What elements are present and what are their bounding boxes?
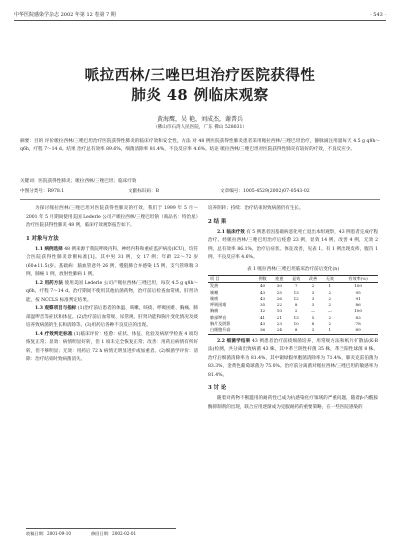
revised-date: 修回日期：2002-02-01 bbox=[91, 531, 137, 536]
text-2-2: 43 例患者治疗前痰细菌培养，用常规方法和纸片扩散法(K-B 法)检测，共分离出致病菌 43 株，其中革兰阴性杆菌 35 株，革兰阳性球菌 8 株。治疗后细菌清除率为 81.4%，其中铜绿假单胞菌清除率为 71.4%，肺炎克雷伯菌为 83.3%，金黄色葡萄球菌为 75.0%。治疗前分离菌对哌拉西林/三唑巴坦的敏感率为 81.4%。 bbox=[208, 338, 379, 378]
title-line-2: 肺炎 48 例临床观察 bbox=[131, 87, 269, 104]
page-number: · 543 · bbox=[370, 12, 386, 18]
footnote bbox=[26, 528, 176, 538]
table-header-row bbox=[208, 276, 378, 283]
table-cell: 100 bbox=[354, 308, 363, 314]
table-row bbox=[208, 283, 378, 290]
table-cell: 89 bbox=[355, 327, 361, 333]
table-cell: 7 bbox=[294, 283, 298, 289]
table-cell: 胸痛 bbox=[210, 308, 219, 314]
table-header-cell: 改善 bbox=[305, 276, 322, 283]
subheading-2-2: 2.2 细菌学结果 bbox=[217, 338, 251, 344]
paragraph-1-3 bbox=[26, 305, 198, 331]
table-cell: 咳嗽 bbox=[210, 289, 219, 295]
discussion-paragraph: 随着对药物不断滥用的耐药性已成为抗感染化疗领域的严重问题，随着β-内酰胺酶抑制剂的出现，联合应用逐渐成为克服耐药的重要策略，在一些医院感染的 bbox=[208, 396, 378, 410]
table-cell: 43 bbox=[259, 289, 266, 295]
table-cell: 3 bbox=[311, 327, 315, 333]
table-cell: 36 bbox=[259, 327, 266, 333]
table-cell: 2 bbox=[328, 314, 332, 320]
paragraph-2-1 bbox=[208, 229, 378, 263]
text-1-4: (1)临床评价：痊愈：症状、体征、化验及病原学检查 4 项均恢复正常；显效：病情明显好转，但 1 项未完全恢复正常；改善：用药后病情有所好转，但不够明显；无效：用药后 72 h 病情无明显进步或加重者。(2)细菌学评价：清除：治疗结束时致病菌消失。 bbox=[26, 331, 198, 362]
table-cell: 呼吸困难 bbox=[210, 302, 227, 308]
section-heading-results: 2 结 果 bbox=[208, 218, 227, 225]
table-cell: 发热 bbox=[210, 283, 219, 289]
section-heading-discussion: 3 讨 论 bbox=[208, 385, 227, 392]
received-date: 收稿日期：2001-09-10 bbox=[26, 531, 72, 536]
table-cell: 3 bbox=[311, 302, 315, 308]
table-cell: 83 bbox=[355, 314, 361, 320]
table-cell: 5 bbox=[311, 314, 315, 320]
table-header-cell: 无效 bbox=[321, 276, 338, 283]
table-title: 表 1 哌拉西林/三唑巴坦临床治疗前后变化(n) bbox=[246, 266, 340, 272]
table-header-cell: 例数 bbox=[254, 276, 271, 283]
paragraph-1-1 bbox=[26, 246, 198, 280]
table-cell: 40 bbox=[259, 283, 266, 289]
table-cell: 91 bbox=[355, 295, 361, 301]
running-header bbox=[14, 10, 386, 21]
table-body bbox=[208, 283, 378, 334]
table-cell: 26 bbox=[276, 295, 282, 301]
table-cell: 肺部啰音 bbox=[210, 314, 227, 320]
continued-paragraph: 培养阴转；持续：治疗结束时致病菌仍有生长。 bbox=[208, 206, 304, 211]
table-cell: 咳痰 bbox=[210, 295, 219, 301]
table-cell: 8 bbox=[294, 327, 298, 333]
left-column bbox=[26, 205, 198, 365]
table-cell: 12 bbox=[259, 308, 266, 314]
table-cell: 8 bbox=[311, 321, 315, 327]
subheading-1-4: 1.4 疗效判定标准 bbox=[35, 331, 73, 337]
table-cell: 43 bbox=[259, 321, 266, 327]
table-cell: 30 bbox=[276, 283, 282, 289]
table-cell: 3 bbox=[311, 295, 315, 301]
paragraph-1-2 bbox=[26, 280, 198, 306]
table-cell: 8 bbox=[294, 302, 298, 308]
text-2-1: 有 5 例患者因基础病恶化死亡退出本组观察，43 例患者完成疗程治疗。经哌拉西林/三唑巴坦治疗后痊愈 23 例，显效 14 例，改善 4 例，无效 2 例，总有效率 86.1%，治疗后症状、体征改善，见表 1。有 1 例出现皮疹，腹泻 1 例，不良反应率 4.6%。 bbox=[208, 229, 378, 260]
article-id: 文章编号：1005-4529(2002)07-0543-02 bbox=[220, 189, 310, 194]
table-cell: 78 bbox=[355, 321, 361, 327]
title-line-1: 哌拉西林/三唑巴坦治疗医院获得性 bbox=[84, 67, 316, 84]
right-column bbox=[208, 205, 378, 412]
table-cell: 10 bbox=[276, 308, 282, 314]
table-cell: 2 bbox=[328, 321, 332, 327]
table-header-cell: 显效 bbox=[288, 276, 305, 283]
table-cell: 35 bbox=[259, 302, 266, 308]
table-cell: — bbox=[310, 308, 316, 314]
table-cell: 白细胞升高 bbox=[210, 327, 231, 333]
keywords: 关键词：医院获得性肺炎；哌拉西林/三唑巴坦；临床疗效 bbox=[20, 179, 137, 184]
table-header-cell: 痊愈 bbox=[271, 276, 288, 283]
subheading-1-1: 1.1 病例选择 bbox=[35, 246, 63, 252]
table-cell: 25 bbox=[276, 289, 282, 295]
text-1-3: (1)治疗前后患者的体温、咳嗽、咳痰、呼吸困难、胸痛、肺部湿啰音等症状和体征。(2)治疗前后血常规、尿常规、肝肾功能和胸片变化情况及痰培养致病菌的生长和清除等。(3)用药后各种不良反应的出现。 bbox=[26, 306, 198, 328]
table-cell: — bbox=[327, 308, 332, 314]
journal-name: 中华医院感染学杂志 2002 年第 12 卷第 7 期 bbox=[14, 12, 116, 18]
article-title bbox=[0, 66, 400, 106]
subheading-2-1: 2.1 临床疗效 bbox=[217, 229, 245, 235]
table-cell: 41 bbox=[259, 314, 266, 320]
table-cell: 2 bbox=[328, 295, 332, 301]
clc-number: 中图分类号：R978.1 bbox=[20, 189, 65, 194]
author-list: 黄海鹰，吴 艳，刘成杰，谢普兵 bbox=[157, 116, 243, 123]
table-cell: 13 bbox=[293, 314, 299, 320]
section-heading-methods: 1 对象与方法 bbox=[26, 235, 59, 242]
subheading-1-2: 1.2 用药方法 bbox=[35, 280, 64, 286]
table-cell: 2 bbox=[294, 308, 298, 314]
table-cell: 胸片及阴影 bbox=[210, 321, 231, 327]
table-cell: 21 bbox=[276, 314, 282, 320]
table-cell: 2 bbox=[311, 283, 315, 289]
table-cell: 24 bbox=[276, 327, 282, 333]
paragraph-1-4 bbox=[26, 331, 198, 365]
table-cell: 100 bbox=[354, 283, 363, 289]
table-cell: 1 bbox=[328, 327, 332, 333]
table-header-cell: 项 目 bbox=[208, 276, 254, 283]
table-cell: 12 bbox=[293, 295, 299, 301]
table-cell: 10 bbox=[293, 321, 299, 327]
intro-paragraph: 为探讨哌拉西林/三唑巴坦对医院获得性肺炎的疗效，我们于 1999 年 5 月～2001 年 5 月期间使用美国 Lederle 公司产哌拉西林/三唑巴坦钠（商品名：特治星）治疗医院获得性肺炎 48 例，临床疗效观察报告如下。 bbox=[26, 206, 198, 228]
divider bbox=[20, 199, 380, 200]
table-cell: 1 bbox=[328, 283, 332, 289]
table-cell: 2 bbox=[328, 289, 332, 295]
table-header-cell: 有效率(%) bbox=[338, 276, 378, 283]
affiliation: （佛山市石湾人民医院，广东 佛山 528031） bbox=[153, 125, 247, 130]
results-table bbox=[208, 275, 378, 335]
table-cell: 23 bbox=[276, 321, 282, 327]
table-cell: 22 bbox=[276, 302, 282, 308]
table-cell: 95 bbox=[355, 289, 361, 295]
paragraph-2-2 bbox=[208, 338, 378, 381]
table-cell: 86 bbox=[355, 302, 361, 308]
document-code: 文献标识码：B bbox=[128, 189, 159, 194]
table-cell: 13 bbox=[293, 289, 299, 295]
table-cell: 43 bbox=[259, 295, 266, 301]
subheading-1-3: 1.3 观察项目与指标 bbox=[35, 306, 77, 311]
table-row bbox=[208, 327, 378, 334]
text-1-1: 48 例来源于我院呼吸内科、神经内科和重症监护病房(ICU)，均符合医院获得性肺炎诊断标准[1]。其中男 31 例，女 17 例；年龄 22～72 岁(60±11.5)岁。基础病：脑血管意外 26 例，慢阻肺合并感染 15 例，支气管哮喘 3 例，肺癌 1 例，放射性肺病 1 例。 bbox=[26, 246, 199, 277]
abstract: 摘要：目的 评价哌拉西林/三唑巴坦治疗医院获得性肺炎的临床疗效和安全性。方法 对 48 例医院获得性肺炎患者采用哌拉西林/三唑巴坦治疗，静脉滴注用量每天 4.5 g q8h～q6h，疗程 7～14 d。结果 治疗总有效率 89.6%，细菌清除率 81.4%，不良反应率 4.6%。结论 哌拉西林/三唑巴坦对医院获得性肺炎有较好的疗效，不良反应少。 bbox=[20, 139, 380, 153]
table-cell: 2 bbox=[328, 302, 332, 308]
table-cell: 3 bbox=[311, 289, 315, 295]
text-1-2: 使用美国 Lederle 公司产哌拉西林/三唑巴坦，每次 4.5 g q8h～q6h，疗程 7～14 d。治疗期间不使用其他抗菌药物，治疗前后检查血常规、肝肾功能，按 NCCLS 标准判定结果。 bbox=[26, 280, 199, 303]
